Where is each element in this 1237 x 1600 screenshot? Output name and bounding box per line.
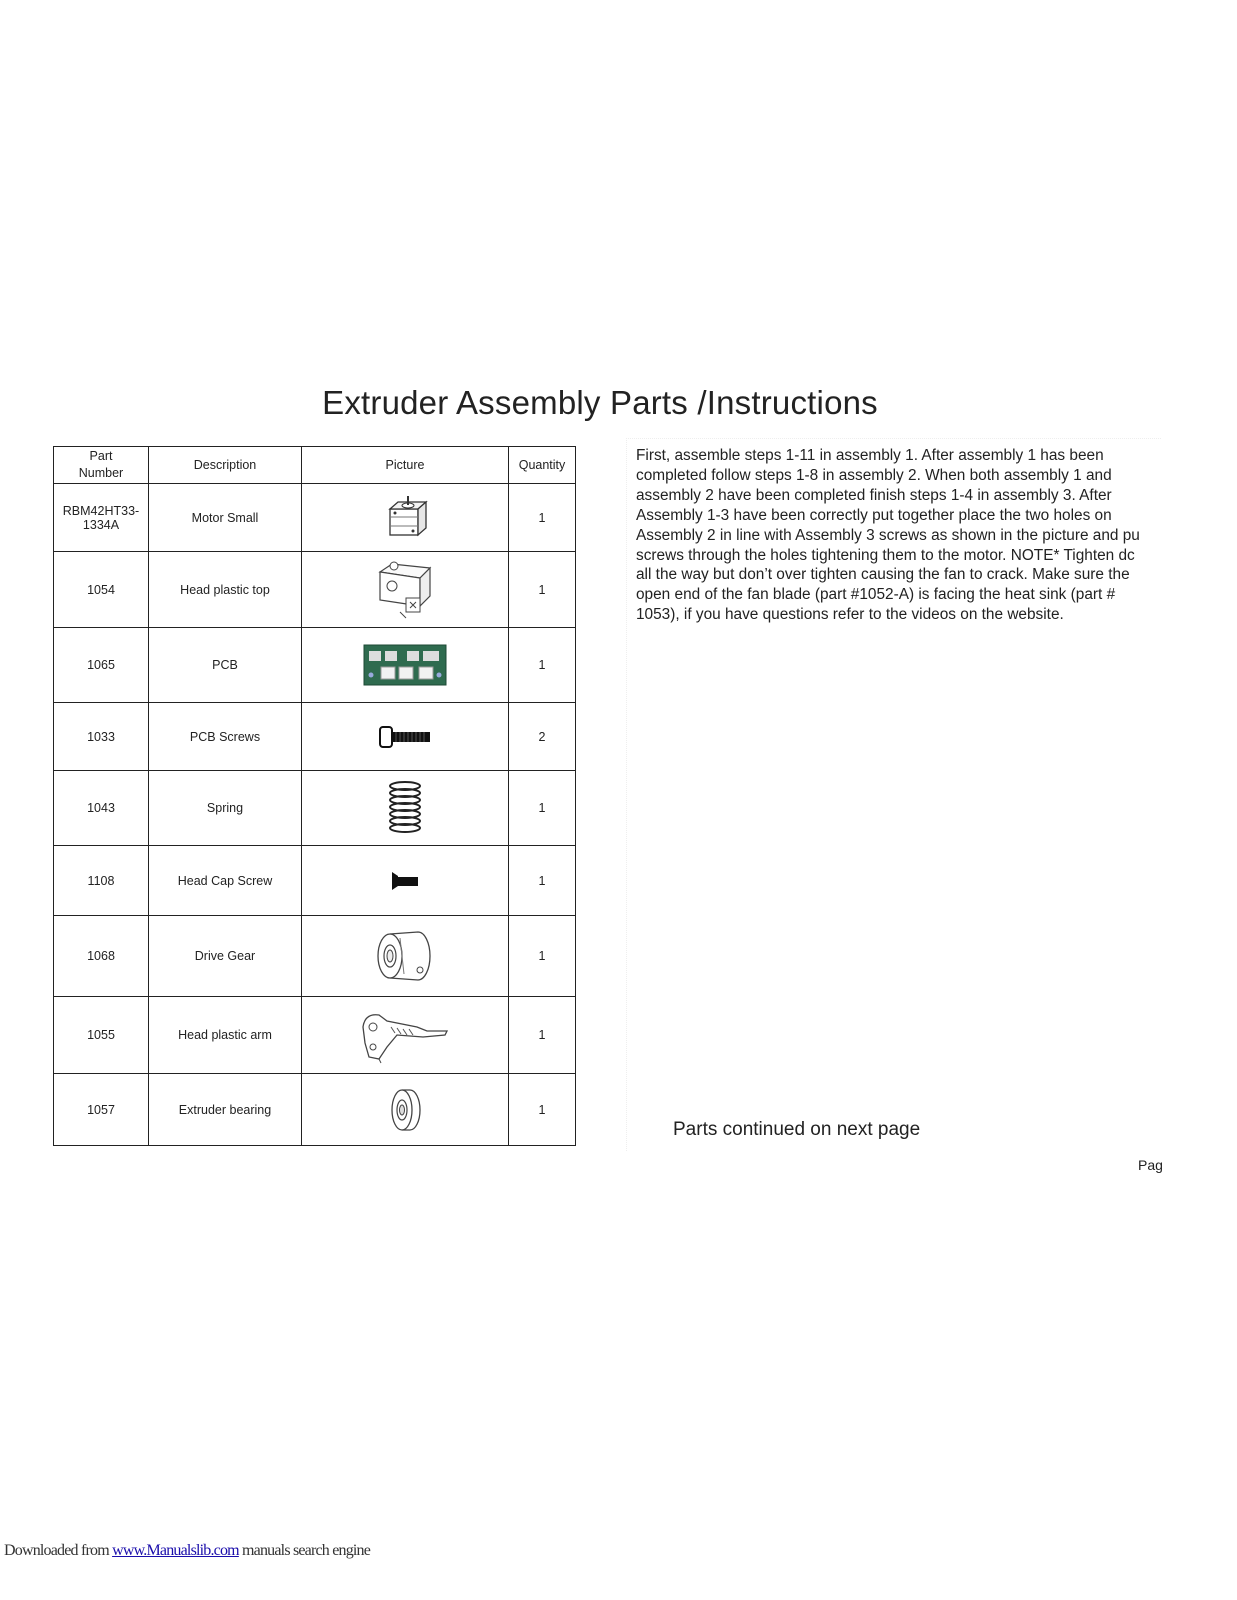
part-number-cell: 1065 xyxy=(54,628,149,703)
footer-prefix: Downloaded from xyxy=(4,1542,113,1559)
description-cell: Spring xyxy=(149,771,302,846)
table-row xyxy=(54,1074,576,1146)
instruction-line: First, assemble steps 1-11 in assembly 1. After assembly 1 has been xyxy=(636,447,1104,464)
description-cell: Motor Small xyxy=(149,484,302,552)
quantity-cell: 1 xyxy=(509,916,576,997)
instruction-line: Assembly 1-3 have been correctly put together place the two holes on xyxy=(636,506,1112,524)
picture-cell xyxy=(302,484,509,552)
quantity-cell: 1 xyxy=(509,997,576,1074)
part-number-cell: 1055 xyxy=(54,997,149,1074)
cap-screw-icon xyxy=(390,870,420,892)
quantity-cell: 1 xyxy=(509,484,576,552)
description-cell: Head plastic top xyxy=(149,552,302,628)
table-row xyxy=(54,484,576,552)
download-footer xyxy=(4,1542,370,1560)
bearing-icon xyxy=(388,1087,422,1133)
picture-cell xyxy=(302,703,509,771)
instruction-line: 1053), if you have questions refer to the videos on the website. xyxy=(636,606,1064,624)
table-row xyxy=(54,997,576,1074)
table-row xyxy=(54,846,576,916)
table-header-row xyxy=(54,447,576,484)
picture-cell xyxy=(302,916,509,997)
description-cell: PCB xyxy=(149,628,302,703)
quantity-cell: 1 xyxy=(509,1074,576,1146)
part-number-cell: 1068 xyxy=(54,916,149,997)
quantity-cell: 1 xyxy=(509,628,576,703)
parts-continued-note: Parts continued on next page xyxy=(673,1119,921,1140)
stepper-motor-icon xyxy=(380,493,430,543)
instruction-line: screws through the holes tightening them to the motor. NOTE* Tighten dc xyxy=(636,546,1135,564)
description-cell: PCB Screws xyxy=(149,703,302,771)
table-row xyxy=(54,552,576,628)
pcb-board-icon xyxy=(363,641,447,689)
picture-cell xyxy=(302,997,509,1074)
picture-cell xyxy=(302,1074,509,1146)
part-number-cell: 1054 xyxy=(54,552,149,628)
parts-table xyxy=(53,446,576,1146)
footer-suffix: manuals search engine xyxy=(238,1542,371,1559)
part-number-cell xyxy=(54,484,149,552)
part-number-cell: 1108 xyxy=(54,846,149,916)
part-number-cell: 1057 xyxy=(54,1074,149,1146)
table-row xyxy=(54,771,576,846)
header-picture: Picture xyxy=(302,447,509,484)
instruction-line: all the way but don’t over tighten causing the fan to crack. Make sure the xyxy=(636,566,1130,584)
header-part-number-line1: Part xyxy=(89,449,113,463)
drive-gear-icon xyxy=(374,926,436,986)
instruction-line: open end of the fan blade (part #1052-A) is facing the heat sink (part # xyxy=(636,586,1116,604)
instruction-line: assembly 2 have been completed finish steps 1-4 in assembly 3. After xyxy=(636,486,1112,504)
spring-icon xyxy=(385,780,425,836)
part-number-cell: 1033 xyxy=(54,703,149,771)
quantity-cell: 1 xyxy=(509,771,576,846)
manualslib-link[interactable]: www.Manualslib.com xyxy=(112,1542,239,1559)
picture-cell xyxy=(302,846,509,916)
part-number-line2: 1334A xyxy=(82,517,120,532)
picture-cell xyxy=(302,628,509,703)
plastic-arm-icon xyxy=(357,1007,453,1063)
quantity-cell: 1 xyxy=(509,846,576,916)
instructions-text xyxy=(636,446,1160,626)
header-quantity: Quantity xyxy=(509,447,576,484)
picture-cell xyxy=(302,552,509,628)
instruction-line: completed follow steps 1-8 in assembly 2. When both assembly 1 and xyxy=(636,466,1112,484)
part-number-line1: RBM42HT33- xyxy=(62,503,140,518)
picture-cell xyxy=(302,771,509,846)
header-description: Description xyxy=(149,447,302,484)
document-title: Extruder Assembly Parts /Instructions xyxy=(322,384,878,421)
part-number-cell: 1043 xyxy=(54,771,149,846)
description-cell: Drive Gear xyxy=(149,916,302,997)
header-part-number xyxy=(54,447,149,484)
description-cell: Extruder bearing xyxy=(149,1074,302,1146)
description-cell: Head Cap Screw xyxy=(149,846,302,916)
instruction-line: Assembly 2 in line with Assembly 3 screws as shown in the picture and pu xyxy=(636,526,1140,544)
table-row xyxy=(54,628,576,703)
head-plastic-top-icon xyxy=(372,558,438,622)
page-label: Pag xyxy=(1138,1157,1163,1173)
description-cell: Head plastic arm xyxy=(149,997,302,1074)
quantity-cell: 1 xyxy=(509,552,576,628)
table-row xyxy=(54,916,576,997)
table-row xyxy=(54,703,576,771)
screw-icon xyxy=(378,725,432,749)
header-part-number-line2: Number xyxy=(78,466,124,480)
quantity-cell: 2 xyxy=(509,703,576,771)
